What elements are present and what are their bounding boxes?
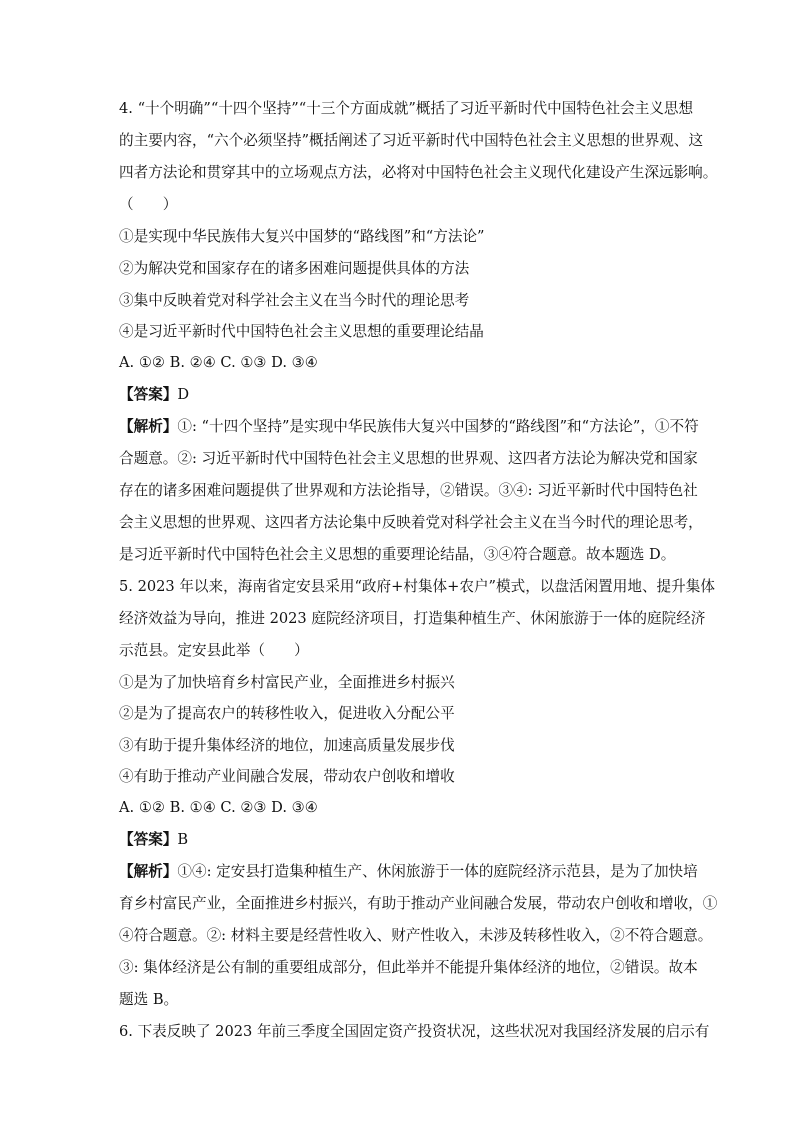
analysis-line: ④符合题意。②: 材料主要是经营性收入、财产性收入，未涉及转移性收入，②不符合题意。	[119, 927, 713, 944]
question-blank: （ ）	[119, 196, 178, 213]
analysis-line	[119, 862, 698, 882]
analysis-line: 育乡村富民产业，全面推进乡村振兴，有助于推动产业间融合发展，带动农户创收和增收，①	[119, 895, 718, 912]
option-item: ②是为了提高农户的转移性收入，促进收入分配公平	[119, 705, 455, 722]
option-item: ③集中反映着党对科学社会主义在当今时代的理论思考	[119, 292, 470, 309]
analysis-line: 题选 B。	[119, 991, 179, 1008]
analysis-text: ①④: 定安县打造集种植生产、休闲旅游于一体的庭院经济示范县，是为了加快培	[177, 863, 698, 880]
answer-tag: 【答案】	[119, 831, 178, 848]
answer-line	[119, 830, 679, 850]
analysis-line	[119, 417, 699, 437]
question-stem-line: 4. “十个明确”“十四个坚持”“十三个方面成就”概括了习近平新时代中国特色社会主义思想	[119, 100, 694, 117]
analysis-line: 存在的诸多困难问题提供了世界观和方法论指导，②错误。③④: 习近平新时代中国特色社	[119, 482, 698, 499]
analysis-line: 是习近平新时代中国特色社会主义思想的重要理论结晶，③④符合题意。故本题选 D。	[119, 546, 676, 563]
option-item: ③有助于提升集体经济的地位，加速高质量发展步伐	[119, 737, 455, 754]
analysis-tag: 【解析】	[119, 418, 178, 435]
answer-tag: 【答案】	[119, 386, 178, 403]
answer-line	[119, 385, 679, 405]
analysis-line: 会主义思想的世界观、这四者方法论集中反映着党对科学社会主义在当今时代的理论思考，	[119, 514, 703, 531]
option-item: ④是习近平新时代中国特色社会主义思想的重要理论结晶	[119, 323, 484, 340]
option-item: ④有助于推动产业间融合发展，带动农户创收和增收	[119, 768, 455, 785]
option-item: ①是为了加快培育乡村富民产业，全面推进乡村振兴	[119, 674, 455, 691]
question-stem-line: 的主要内容，“六个必须坚持”概括阐述了习近平新时代中国特色社会主义思想的世界观、这	[119, 132, 704, 149]
analysis-line: 合题意。②: 习近平新时代中国特色社会主义思想的世界观、这四者方法论为解决党和国家	[119, 450, 698, 467]
analysis-text: ①: “十四个坚持”是实现中华民族伟大复兴中国梦的“路线图”和“方法论”，①不符	[177, 418, 699, 435]
analysis-tag: 【解析】	[119, 863, 178, 880]
option-item: ②为解决党和国家存在的诸多困难问题提供具体的方法	[119, 260, 470, 277]
option-item: ①是实现中华民族伟大复兴中国梦的“路线图”和“方法论”	[119, 228, 485, 245]
analysis-line: ③: 集体经济是公有制的重要组成部分，但此举并不能提升集体经济的地位，②错误。故本	[119, 959, 698, 976]
question-stem-line: 6. 下表反映了 2023 年前三季度全国固定资产投资状况，这些状况对我国经济发展的启示有	[119, 1023, 710, 1040]
question-stem-line: 四者方法论和贯穿其中的立场观点方法，必将对中国特色社会主义现代化建设产生深远影响。	[119, 164, 718, 181]
answer-value: B	[177, 831, 189, 848]
question-stem-line: 5. 2023 年以来，海南省定安县采用“政府+村集体+农户”模式，以盘活闲置用地、提升集体	[119, 578, 715, 595]
question-stem-line: 示范县。定安县此举（ ）	[119, 642, 309, 659]
question-stem-line: 经济效益为导向，推进 2023 庭院经济项目，打造集种植生产、休闲旅游于一体的庭院经济	[119, 610, 706, 627]
answer-choices: A. ①② B. ①④ C. ②③ D. ③④	[119, 799, 318, 816]
answer-choices: A. ①② B. ②④ C. ①③ D. ③④	[119, 354, 318, 371]
answer-value: D	[177, 386, 190, 403]
